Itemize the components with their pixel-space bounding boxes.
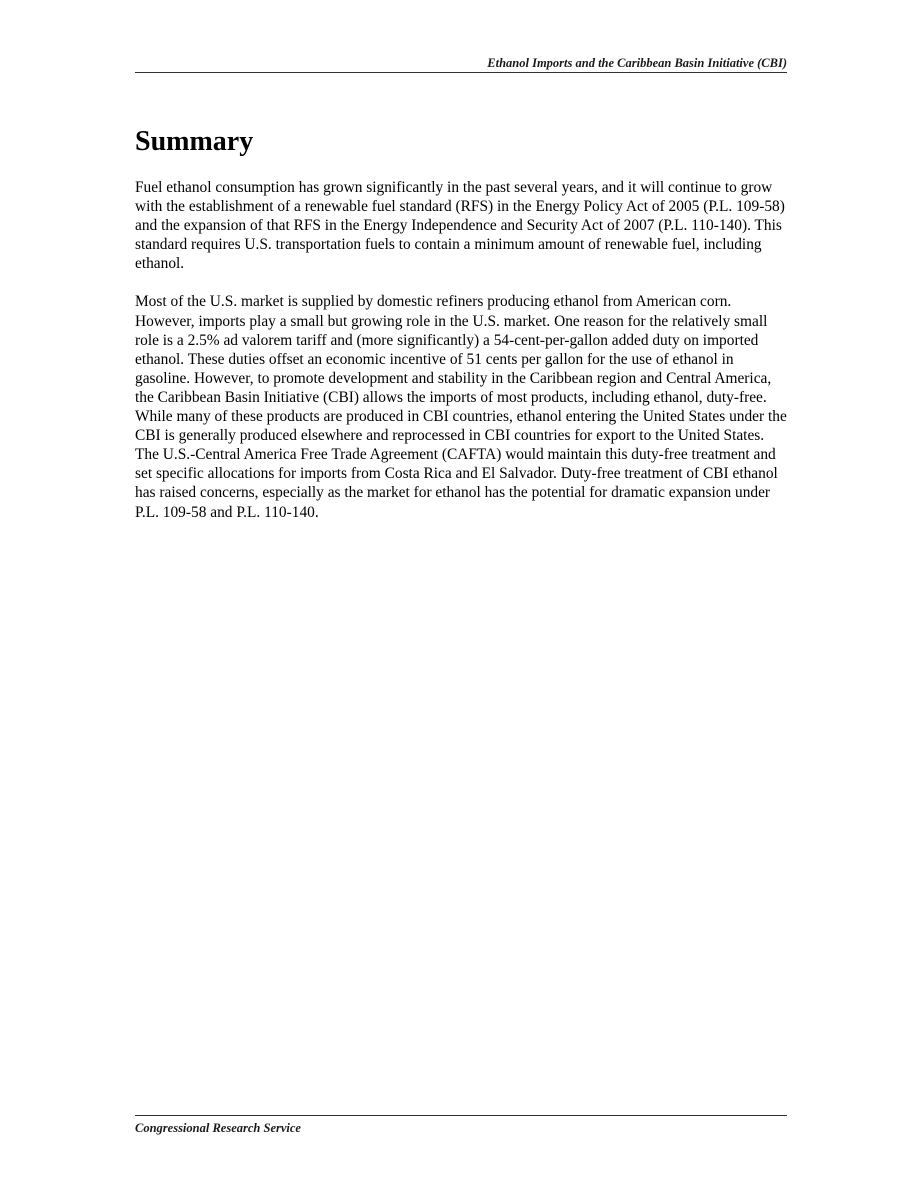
paragraph: Fuel ethanol consumption has grown significantly in the past several years, and it will continue to grow with the establishment of a renewable fuel standard (RFS) in the Energy Policy Act of 2005 (P.L. 109-58) and the expansion of that RFS in the Energy Independence and Security Act of 2007 (P.L. 110-140). This standard requires U.S. transportation fuels to contain a minimum amount of renewable fuel, including ethanol. — [135, 179, 785, 273]
section-title: Summary — [135, 126, 254, 157]
running-footer: Congressional Research Service — [135, 1121, 301, 1135]
summary-body — [135, 178, 787, 541]
running-header: Ethanol Imports and the Caribbean Basin Initiative (CBI) — [487, 56, 787, 70]
paragraph: Most of the U.S. market is supplied by domestic refiners producing ethanol from American corn. However, imports play a small but growing role in the U.S. market. One reason for the relatively small role is a 2.5% ad valorem tariff and (more significantly) a 54-cent-per-gallon added duty on imported ethanol. These duties offset an economic incentive of 51 cents per gallon for the use of ethanol in gasoline. However, to promote development and stability in the Caribbean region and Central America, the Caribbean Basin Initiative (CBI) allows the imports of most products, including ethanol, duty-free. While many of these products are produced in CBI countries, ethanol entering the United States under the CBI is generally produced elsewhere and reprocessed in CBI countries for export to the United States. The U.S.-Central America Free Trade Agreement (CAFTA) would maintain this duty-free treatment and set specific allocations for imports from Costa Rica and El Salvador. Duty-free treatment of CBI ethanol has raised concerns, especially as the market for ethanol has the potential for dramatic expansion under P.L. 109-58 and P.L. 110-140. — [135, 293, 787, 521]
footer-divider — [135, 1115, 787, 1116]
header-divider — [135, 72, 787, 73]
